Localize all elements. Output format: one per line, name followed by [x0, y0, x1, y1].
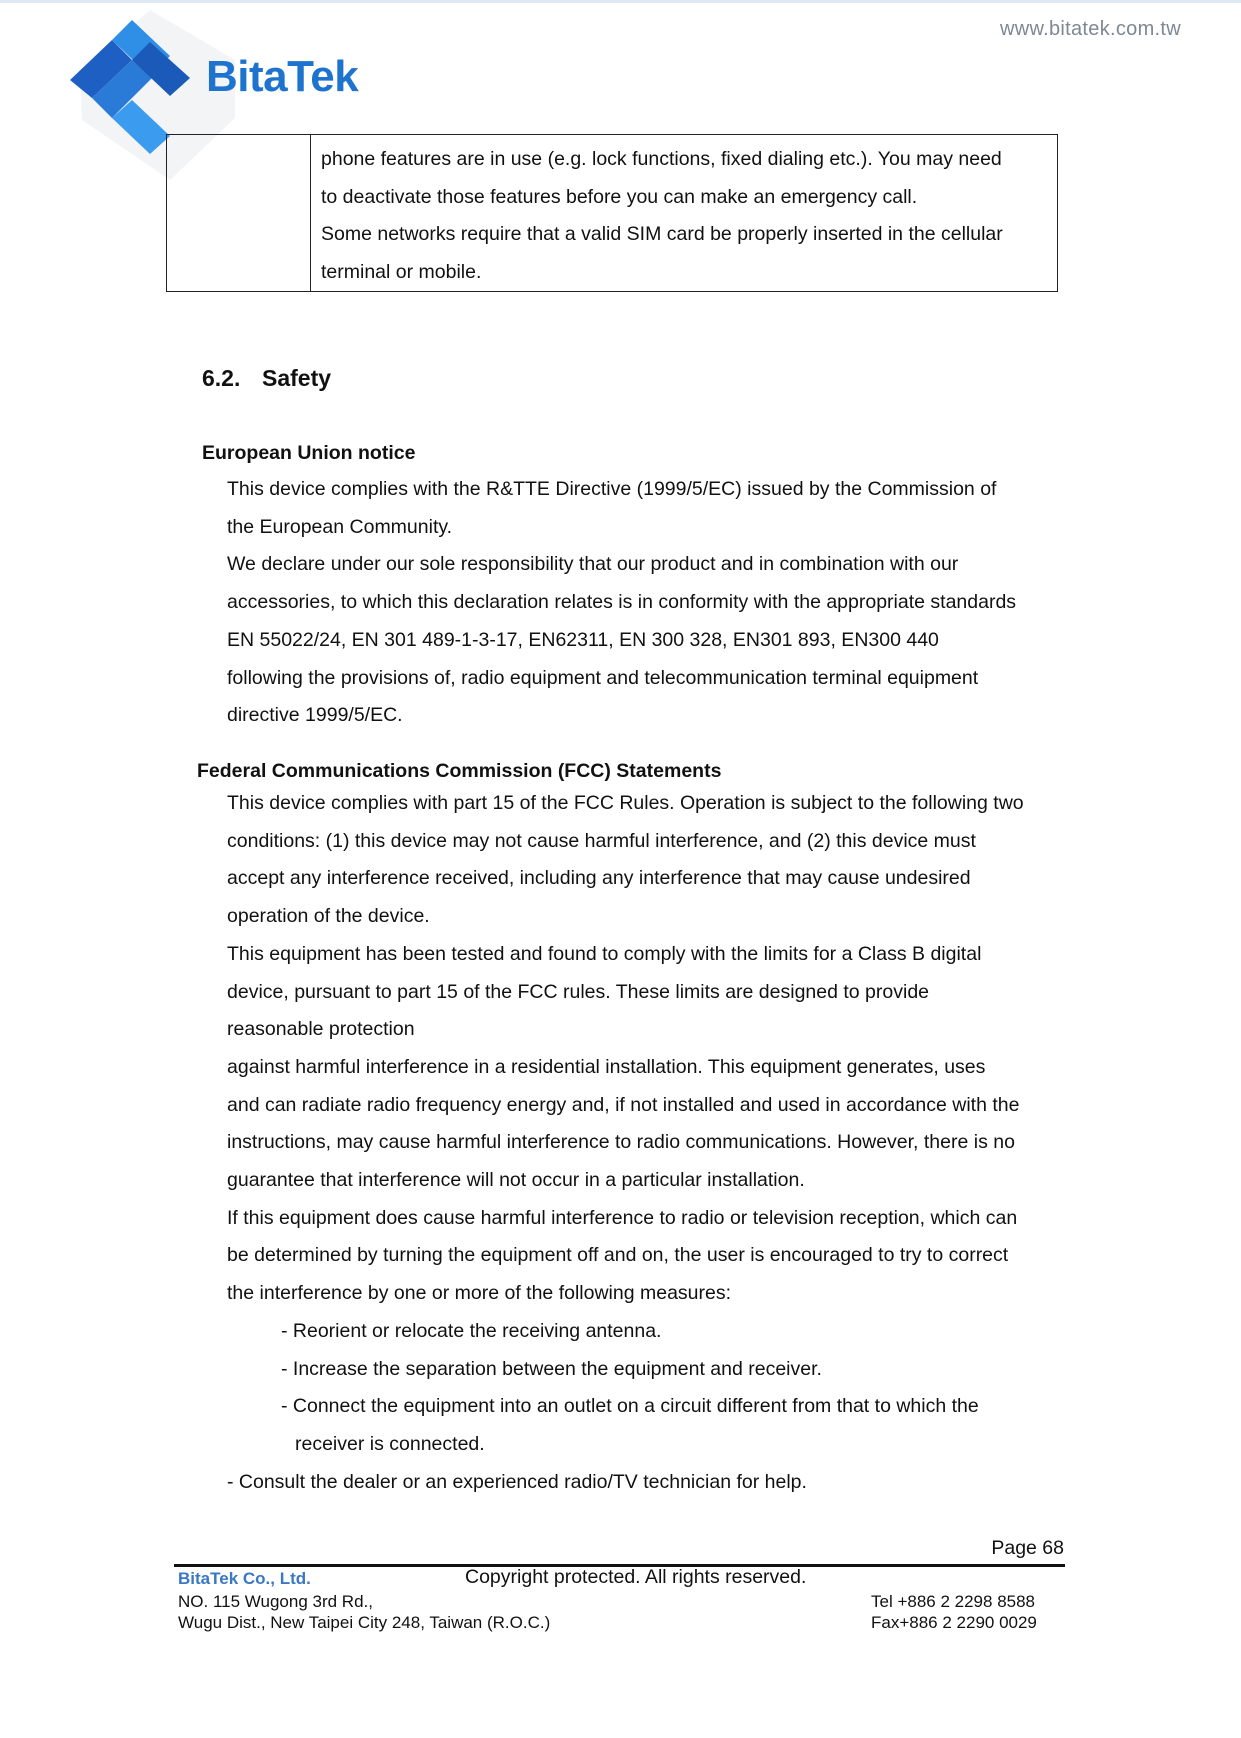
note-line: Some networks require that a valid SIM card be properly inserted in the cellular: [321, 223, 1003, 245]
note-line: phone features are in use (e.g. lock functions, fixed dialing etc.). You may need: [321, 148, 1002, 170]
fcc-line: This equipment has been tested and found to comply with the limits for a Class B digital: [227, 942, 982, 965]
eu-line: EN 55022/24, EN 301 489-1-3-17, EN62311, EN 300 328, EN301 893, EN300 440: [227, 628, 939, 651]
fcc-line: the interference by one or more of the following measures:: [227, 1282, 732, 1305]
note-line: to deactivate those features before you can make an emergency call.: [321, 185, 918, 208]
eu-line: the European Community.: [227, 515, 453, 538]
fcc-heading: Federal Communications Commission (FCC) Statements: [197, 760, 722, 782]
page-number: Page 68: [991, 1537, 1064, 1559]
footer-address-line1: NO. 115 Wugong 3rd Rd.,: [178, 1592, 373, 1611]
website-url[interactable]: www.bitatek.com.tw: [1000, 18, 1182, 40]
fcc-measure: - Connect the equipment into an outlet on a circuit different from that to which the: [281, 1395, 979, 1418]
fcc-line: If this equipment does cause harmful interference to radio or television reception, which can: [227, 1206, 1018, 1229]
fcc-line: and can radiate radio frequency energy and, if not installed and used in accordance with the: [227, 1093, 1020, 1116]
eu-line: We declare under our sole responsibility that our product and in combination with our: [227, 553, 959, 576]
fcc-measure: - Increase the separation between the equipment and receiver.: [281, 1357, 822, 1380]
note-table-content-cell: [311, 135, 1058, 292]
fcc-measure: - Reorient or relocate the receiving antenna.: [281, 1319, 662, 1342]
fcc-line: device, pursuant to part 15 of the FCC rules. These limits are designed to provide: [227, 980, 930, 1003]
fcc-line: accept any interference received, including any interference that may cause undesired: [227, 867, 971, 890]
note-line: terminal or mobile.: [321, 260, 482, 283]
footer-fax: Fax+886 2 2290 0029: [871, 1613, 1037, 1632]
fcc-line: instructions, may cause harmful interference to radio communications. However, there is no: [227, 1131, 1015, 1154]
fcc-line: conditions: (1) this device may not cause harmful interference, and (2) this device must: [227, 829, 976, 852]
fcc-line: This device complies with part 15 of the FCC Rules. Operation is subject to the following two: [227, 792, 1024, 814]
fcc-line: guarantee that interference will not occur in a particular installation.: [227, 1169, 805, 1192]
fcc-body: [227, 785, 1024, 1501]
footer-copyright: Copyright protected. All rights reserved.: [465, 1566, 807, 1588]
footer-company: BitaTek Co., Ltd.: [178, 1569, 311, 1588]
section-number: 6.2.: [202, 365, 241, 391]
fcc-line: be determined by turning the equipment off and on, the user is encouraged to try to correct: [227, 1244, 1009, 1267]
emergency-note-table: [166, 134, 1058, 292]
eu-notice-body: [227, 471, 1016, 735]
eu-notice-heading: European Union notice: [202, 442, 416, 464]
section-heading: [202, 365, 331, 392]
footer-address-line2: Wugu Dist., New Taipei City 248, Taiwan (R.O.C.): [178, 1613, 551, 1632]
eu-line: following the provisions of, radio equipment and telecommunication terminal equipment: [227, 666, 979, 689]
fcc-measure-continuation: receiver is connected.: [295, 1432, 485, 1455]
eu-line: directive 1999/5/EC.: [227, 704, 403, 727]
eu-line: accessories, to which this declaration relates is in conformity with the appropriate standards: [227, 591, 1017, 614]
fcc-line: reasonable protection: [227, 1018, 415, 1041]
fcc-last-measure: - Consult the dealer or an experienced radio/TV technician for help.: [227, 1470, 807, 1493]
fcc-line: against harmful interference in a residential installation. This equipment generates, uses: [227, 1055, 986, 1078]
brand-name: BitaTek: [206, 52, 359, 101]
section-title: Safety: [262, 365, 332, 391]
note-table-empty-cell: [167, 135, 311, 292]
footer-tel: Tel +886 2 2298 8588: [871, 1592, 1036, 1611]
eu-line: This device complies with the R&TTE Directive (1999/5/EC) issued by the Commission of: [227, 478, 997, 500]
fcc-line: operation of the device.: [227, 905, 430, 928]
